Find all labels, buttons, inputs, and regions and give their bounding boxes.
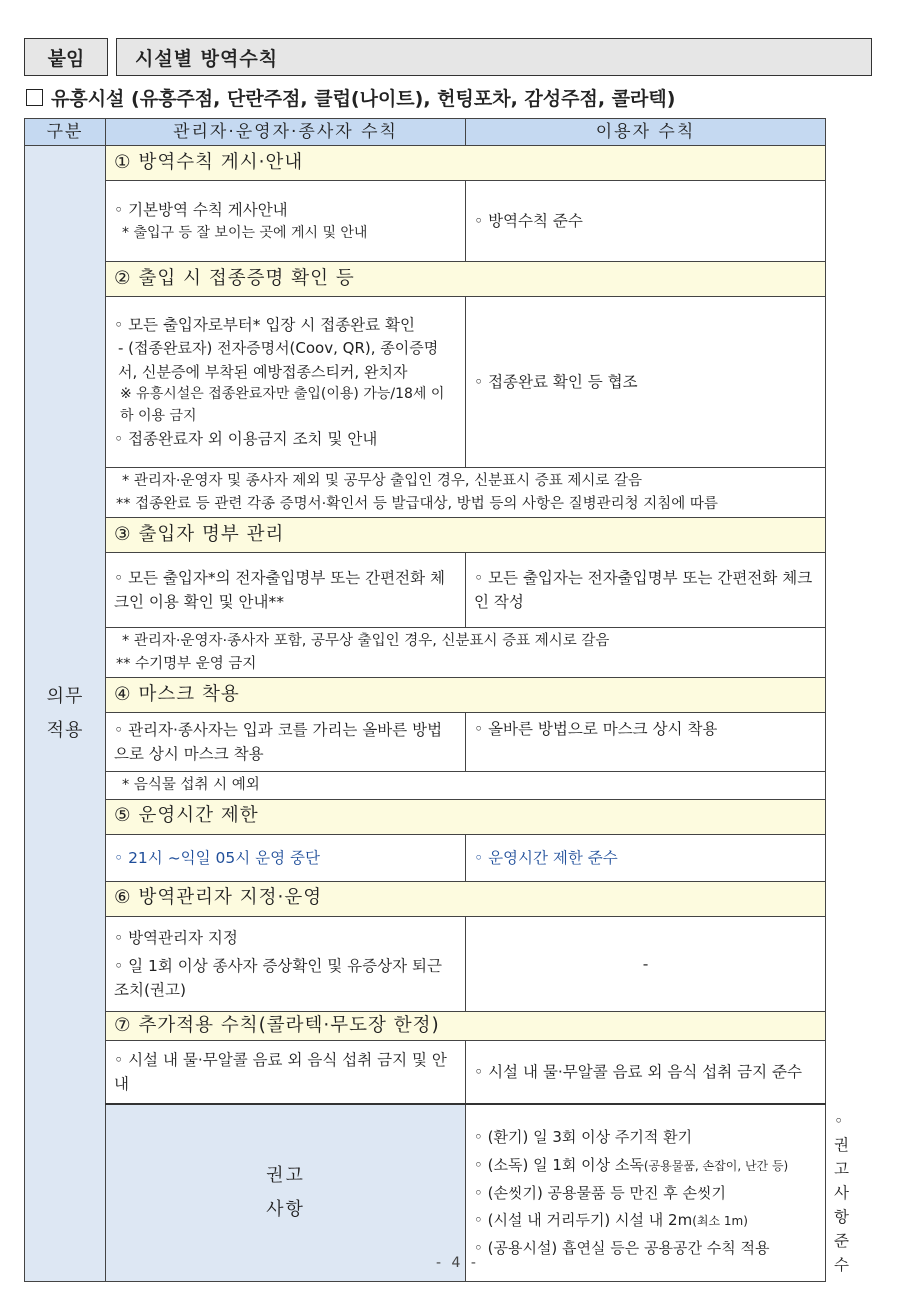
rule-text: ◦ 접종완료자 외 이용금지 조치 및 안내 [114, 430, 378, 449]
page-title: 시설별 방역수칙 [116, 38, 872, 76]
table-row [25, 916, 826, 1011]
table-row [25, 181, 826, 262]
user-rule: - [466, 916, 826, 1011]
section-title: ③ 출입자 명부 관리 [106, 518, 826, 553]
col-user: 이용자 수칙 [466, 119, 826, 146]
section-row [25, 262, 826, 297]
manager-rule: ◦ 관리자·종사자는 입과 코를 가리는 올바른 방법으로 상시 마스크 착용 [106, 713, 466, 772]
rule-text: ◦ 기본방역 수칙 게사안내 [114, 201, 288, 220]
rule-text: - (접종완료자) 전자증명서(Coov, QR), 종이증명서, 신분증에 부착된 예방접종스티커, 완치자 [118, 339, 439, 381]
section-heading [26, 84, 675, 111]
note-text: * 음식물 섭취 시 예외 [122, 777, 260, 794]
rule-text: ◦ 모든 출입자로부터* 입장 시 접종완료 확인 [114, 316, 415, 335]
user-rule: ◦ 운영시간 제한 준수 [466, 834, 826, 881]
rule-text: ◦ 방역관리자 지정 [114, 928, 238, 947]
table-row [25, 834, 826, 881]
rule-text [474, 1207, 817, 1235]
rule-text: ◦ 일 1회 이상 종사자 증상확인 및 유증상자 퇴근 조치(권고) [114, 956, 442, 999]
rules-table [24, 118, 849, 1282]
section-title: ⑥ 방역관리자 지정·운영 [106, 881, 826, 916]
user-rule: ◦ 올바른 방법으로 마스크 상시 착용 [466, 713, 826, 772]
section-title: ④ 마스크 착용 [106, 678, 826, 713]
note-row [25, 772, 826, 799]
rule-text: ◦ (환기) 일 3회 이상 주기적 환기 [474, 1128, 693, 1147]
manager-rule: ◦ 시설 내 물·무알콜 음료 외 음식 섭취 금지 및 안내 [106, 1041, 466, 1105]
rule-note: ※ 유흥시설은 접종완료자만 출입(이용) 가능/18세 이하 이용 금지 [120, 385, 445, 424]
rule-text: ◦ (손씻기) 공용물품 등 만진 후 손씻기 [474, 1183, 727, 1202]
recommended-row: 권고 사항 ◦ (환기) 일 3회 이상 주기적 환기 ◦ (소독) 일 1회 이상 소독(공용물품, 손잡이, 난간 등) ◦ (손씻기) 공용물품 등 만진 후 손씻기 ◦ (시설 내 거리두기) 시설 내 2m(최소 1m) ◦ (공용시설) 흡연실 등은 공용공간 수칙 적용 ◦ 권고사항 준수 [25, 1104, 826, 1282]
rule-text [474, 1152, 817, 1180]
user-rule: ◦ 방역수칙 준수 [466, 181, 826, 262]
user-rule: ◦ 모든 출입자는 전자출입명부 또는 간편전화 체크인 작성 [466, 553, 826, 628]
table-row [25, 553, 826, 628]
table-row [25, 713, 826, 772]
category-mandatory: 의무 적용 [25, 146, 106, 1282]
note-text: * 관리자·운영자·종사자 포함, 공무상 출입인 경우, 신분표시 증표 제시로 갈음 [122, 633, 610, 650]
note-text: ** 접종완료 등 관련 각종 증명서·확인서 등 발급대상, 방법 등의 사항은 질병관리청 지침에 따름 [116, 495, 718, 512]
rule-text-main: ◦ (소독) 일 1회 이상 소독 [474, 1155, 644, 1174]
note-row [25, 628, 826, 678]
manager-rule: ◦ 21시 ~익일 05시 운영 중단 [106, 834, 466, 881]
rule-text-main: ◦ (시설 내 거리두기) 시설 내 2m [474, 1211, 693, 1230]
section-heading-text: 유흥시설 (유흥주점, 단란주점, 클럽(나이트), 헌팅포차, 감성주점, 콜라텍) [51, 88, 676, 110]
section-row [25, 146, 826, 181]
note-text: ** 수기명부 운영 금지 [116, 655, 257, 672]
user-rule: ◦ 시설 내 물·무알콜 음료 외 음식 섭취 금지 준수 [466, 1041, 826, 1105]
note-row [25, 468, 826, 518]
section-title: ⑤ 운영시간 제한 [106, 799, 826, 834]
section-row [25, 881, 826, 916]
section-title: ⑦ 추가적용 수칙(콜라텍·무도장 한정) [106, 1011, 826, 1041]
manager-rule: ◦ 모든 출입자*의 전자출입명부 또는 간편전화 체크인 이용 확인 및 안내** [106, 553, 466, 628]
section-title: ① 방역수칙 게시·안내 [106, 146, 826, 181]
checkbox-square-icon [26, 89, 43, 106]
section-title: ② 출입 시 접종증명 확인 등 [106, 262, 826, 297]
col-category: 구분 [25, 119, 106, 146]
note-text: * 관리자·운영자 및 종사자 제외 및 공무상 출입인 경우, 신분표시 증표 제시로 갈음 [122, 473, 642, 490]
section-row [25, 799, 826, 834]
col-manager: 관리자·운영자·종사자 수칙 [106, 119, 466, 146]
rule-text-detail: (공용물품, 손잡이, 난간 등) [643, 1158, 789, 1173]
rule-note: * 출입구 등 잘 보이는 곳에 게시 및 안내 [122, 224, 368, 241]
rule-text: ◦ (공용시설) 흡연실 등은 공용공간 수칙 적용 [474, 1239, 770, 1258]
table-row [25, 1041, 826, 1105]
page-number: - 4 - [436, 1255, 479, 1271]
table-header-row [25, 119, 826, 146]
category-recommended: 권고 사항 [106, 1104, 466, 1282]
section-row [25, 678, 826, 713]
section-row [25, 518, 826, 553]
section-row [25, 1011, 826, 1041]
rule-text-detail: (최소 1m) [692, 1214, 748, 1229]
table-row [25, 297, 826, 468]
user-rule: ◦ 접종완료 확인 등 협조 [466, 297, 826, 468]
attachment-tag: 붙임 [24, 38, 108, 76]
